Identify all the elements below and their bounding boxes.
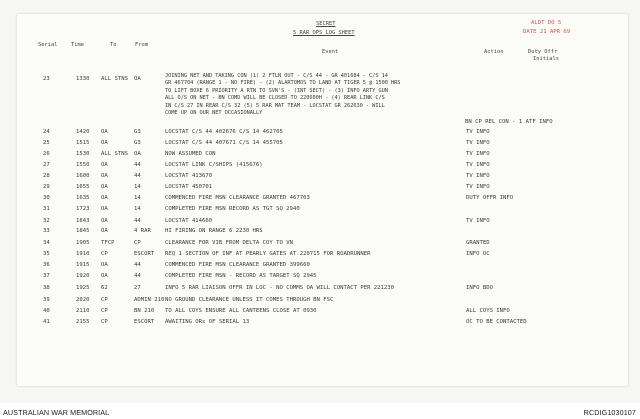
entry-serial: 27 xyxy=(43,162,50,168)
entry-time: 2110 xyxy=(76,308,90,314)
entry-from: G3 xyxy=(134,140,141,146)
col-header-serial: Serial xyxy=(38,42,58,48)
entry-serial: 33 xyxy=(43,228,50,234)
entry-serial: 26 xyxy=(43,151,50,157)
entry-serial: 41 xyxy=(43,319,50,325)
entry-time: 1723 xyxy=(76,206,90,212)
entry-action: TV INFO xyxy=(466,218,490,224)
event-line: GR 467704 (RANGE 1 - NO FIRE) - (2) ALARTOMOS TO LAND AT TIGER 5 @ 1500 HRS xyxy=(165,80,401,87)
entry-action: GRANTED xyxy=(466,240,490,246)
entry-action: TV INFO xyxy=(466,129,490,135)
entry-time: 1845 xyxy=(76,228,90,234)
entry-action: OC TO BE CONTACTED xyxy=(466,319,527,325)
entry-event: AWAITING ORs OF SERIAL 13 xyxy=(165,319,250,325)
entry-to: OA xyxy=(101,162,108,168)
entry-serial: 28 xyxy=(43,173,50,179)
entry-from: OA xyxy=(134,76,141,82)
entry-time: 1330 xyxy=(76,76,90,82)
entry-from: BN 210 xyxy=(134,308,155,314)
footer-bar xyxy=(0,403,640,419)
entry-time: 1843 xyxy=(76,218,90,224)
col-header-from: From xyxy=(135,42,148,48)
entry-from: 44 xyxy=(134,262,141,268)
entry-to: CP xyxy=(101,297,108,303)
col-header-duty-offr: Duty Offr xyxy=(528,49,558,55)
entry-action: INFO BDO xyxy=(466,285,493,291)
entry-event: LOCSTAT 413670 xyxy=(165,173,213,179)
entry-event: LOCSTAT LINK C/SHIPS (415676) xyxy=(165,162,263,168)
entry-time: 1600 xyxy=(76,173,90,179)
entry-serial: 30 xyxy=(43,195,50,201)
entry-time: 1635 xyxy=(76,195,90,201)
serial-23-action: BN CP REL CON - 1 ATF INFO xyxy=(465,119,553,125)
entry-to: TFCP xyxy=(101,240,115,246)
entry-serial: 23 xyxy=(43,76,50,82)
entry-action: INFO OC xyxy=(466,251,490,257)
entry-event: LOCSTAT 414660 xyxy=(165,218,213,224)
entry-from: 4 RAR xyxy=(134,228,151,234)
entry-to: CP xyxy=(101,251,108,257)
entry-event: CLEARANCE FOR VIB FROM DELTA COY TO VN xyxy=(165,240,293,246)
entry-action: TV INFO xyxy=(466,173,490,179)
entry-to: OA xyxy=(101,129,108,135)
entry-serial: 36 xyxy=(43,262,50,268)
entry-serial: 24 xyxy=(43,129,50,135)
entry-time: 2155 xyxy=(76,319,90,325)
entry-from: CP xyxy=(134,240,141,246)
entry-serial: 29 xyxy=(43,184,50,190)
entry-from: 14 xyxy=(134,184,141,190)
event-line: ALL O/S ON NET - BN COMD WILL BE CLOSED TO 220600H - (4) REAR LINK C/S xyxy=(165,95,385,102)
entry-time: 1925 xyxy=(76,285,90,291)
security-classification: SECRET xyxy=(316,21,336,27)
entry-time: 1920 xyxy=(76,273,90,279)
entry-event: COMPLETED FIRE MSN - RECORD AS TARGET SQ 2945 xyxy=(165,273,317,279)
entry-event: COMMENCED FIRE MSN CLEARANCE GRANTED 399660 xyxy=(165,262,310,268)
entry-serial: 35 xyxy=(43,251,50,257)
entry-from: 14 xyxy=(134,195,141,201)
entry-from: 14 xyxy=(134,206,141,212)
col-header-to: To xyxy=(110,42,117,48)
entry-from: OA xyxy=(134,151,141,157)
entry-time: 1910 xyxy=(76,251,90,257)
event-line: COME UP ON OUR NET OCCASIONALLY xyxy=(165,110,263,116)
archive-name: AUSTRALIAN WAR MEMORIAL xyxy=(3,408,110,417)
record-id: RCDIG1030107 xyxy=(583,408,636,417)
entry-event: INFO 5 RAR LIAISON OFFR IN LOC - NO COMMS OA WILL CONTACT PER 221230 xyxy=(165,285,395,291)
entry-event: COMPLETED FIRE MSN RECORD AS TGT SQ 2940 xyxy=(165,206,300,212)
entry-serial: 32 xyxy=(43,218,50,224)
entry-from: 44 xyxy=(134,173,141,179)
entry-time: 1905 xyxy=(76,240,90,246)
log-sheet-page xyxy=(17,14,628,386)
event-line: JOINING NET AND TAKING CON (1) 2 FTLN OUT - C/S 44 - GR 401684 - C/S 14 xyxy=(165,73,388,79)
entry-serial: 34 xyxy=(43,240,50,246)
col-header-time: Time xyxy=(71,42,84,48)
entry-event: COMMENCED FIRE MSN CLEARANCE GRANTED 467703 xyxy=(165,195,310,201)
reference-number: ALDT DO 5 xyxy=(531,20,562,26)
entry-event: HI FIRING ON RANGE 6 2230 HRS xyxy=(165,228,263,234)
entry-from: 44 xyxy=(134,218,141,224)
entry-to: OA xyxy=(101,140,108,146)
sheet-date: DATE 21 APR 69 xyxy=(523,29,571,35)
entry-to: ALL STNS xyxy=(101,151,128,157)
entry-serial: 31 xyxy=(43,206,50,212)
entry-to: CP xyxy=(101,308,108,314)
entry-from: ESCORT xyxy=(134,319,155,325)
entry-from: 27 xyxy=(134,285,141,291)
entry-to: OA xyxy=(101,195,108,201)
event-line: TO LIFT BOXE 6 PRIORITY A RTN TO SVN'S - (INT SECT) - (3) INFO ARTY GUN xyxy=(165,87,388,94)
entry-event: LOCSTAT 450701 xyxy=(165,184,213,190)
entry-to: OA xyxy=(101,173,108,179)
entry-from: ADMIN 210 xyxy=(134,297,165,303)
entry-from: G3 xyxy=(134,129,141,135)
entry-time: 1420 xyxy=(76,129,90,135)
entry-event: REQ 1 SECTION OF INF AT PEARLY GATES AT 220715 FOR ROADRUNNER xyxy=(165,251,371,257)
entry-event: NO GROUND CLEARANCE UNLESS IT COMES THROUGH BN FSC xyxy=(165,297,334,303)
entry-event: TO ALL COYS ENSURE ALL CANTEENS CLOSE AT 0930 xyxy=(165,308,317,314)
entry-to: 62 xyxy=(101,285,108,291)
entry-event: NOW ASSUMED CON xyxy=(165,151,216,157)
entry-time: 1550 xyxy=(76,162,90,168)
entry-event: LOCSTAT C/S 44 402676 C/S 14 462705 xyxy=(165,129,283,135)
entry-time: 1915 xyxy=(76,262,90,268)
entry-time: 1655 xyxy=(76,184,90,190)
entry-time: 1530 xyxy=(76,151,90,157)
entry-to: OA xyxy=(101,262,108,268)
sheet-title: 5 RAR OPS LOG SHEET xyxy=(293,30,355,36)
entry-serial: 39 xyxy=(43,297,50,303)
entry-to: CP xyxy=(101,319,108,325)
entry-from: ESCORT xyxy=(134,251,155,257)
col-header-action: Action xyxy=(484,49,504,55)
entry-to: OA xyxy=(101,184,108,190)
entry-action: TV INFO xyxy=(466,140,490,146)
entry-to: ALL STNS xyxy=(101,76,128,82)
entry-action: TV INFO xyxy=(466,184,490,190)
entry-event: LOCSTAT C/S 44 407671 C/S 14 455705 xyxy=(165,140,283,146)
entry-time: 2020 xyxy=(76,297,90,303)
col-header-initials: Initials xyxy=(533,56,559,62)
col-header-event: Event xyxy=(322,49,339,55)
entry-to: OA xyxy=(101,228,108,234)
entry-action: TV INFO xyxy=(466,151,490,157)
entry-action: ALL COYS INFO xyxy=(466,308,510,314)
entry-action: DUTY OFFR INFO xyxy=(466,195,514,201)
entry-serial: 25 xyxy=(43,140,50,146)
entry-from: 44 xyxy=(134,162,141,168)
entry-to: OA xyxy=(101,206,108,212)
entry-to: OA xyxy=(101,273,108,279)
entry-from: 44 xyxy=(134,273,141,279)
entry-time: 1515 xyxy=(76,140,90,146)
event-line: IN C/S 27 IN REAR C/S 32 (5) 5 RAR MAT TEAM - LOCSTAT GR 262630 - WILL xyxy=(165,102,385,109)
entry-serial: 37 xyxy=(43,273,50,279)
entry-serial: 38 xyxy=(43,285,50,291)
entry-to: OA xyxy=(101,218,108,224)
entry-serial: 40 xyxy=(43,308,50,314)
entry-action: TV INFO xyxy=(466,162,490,168)
